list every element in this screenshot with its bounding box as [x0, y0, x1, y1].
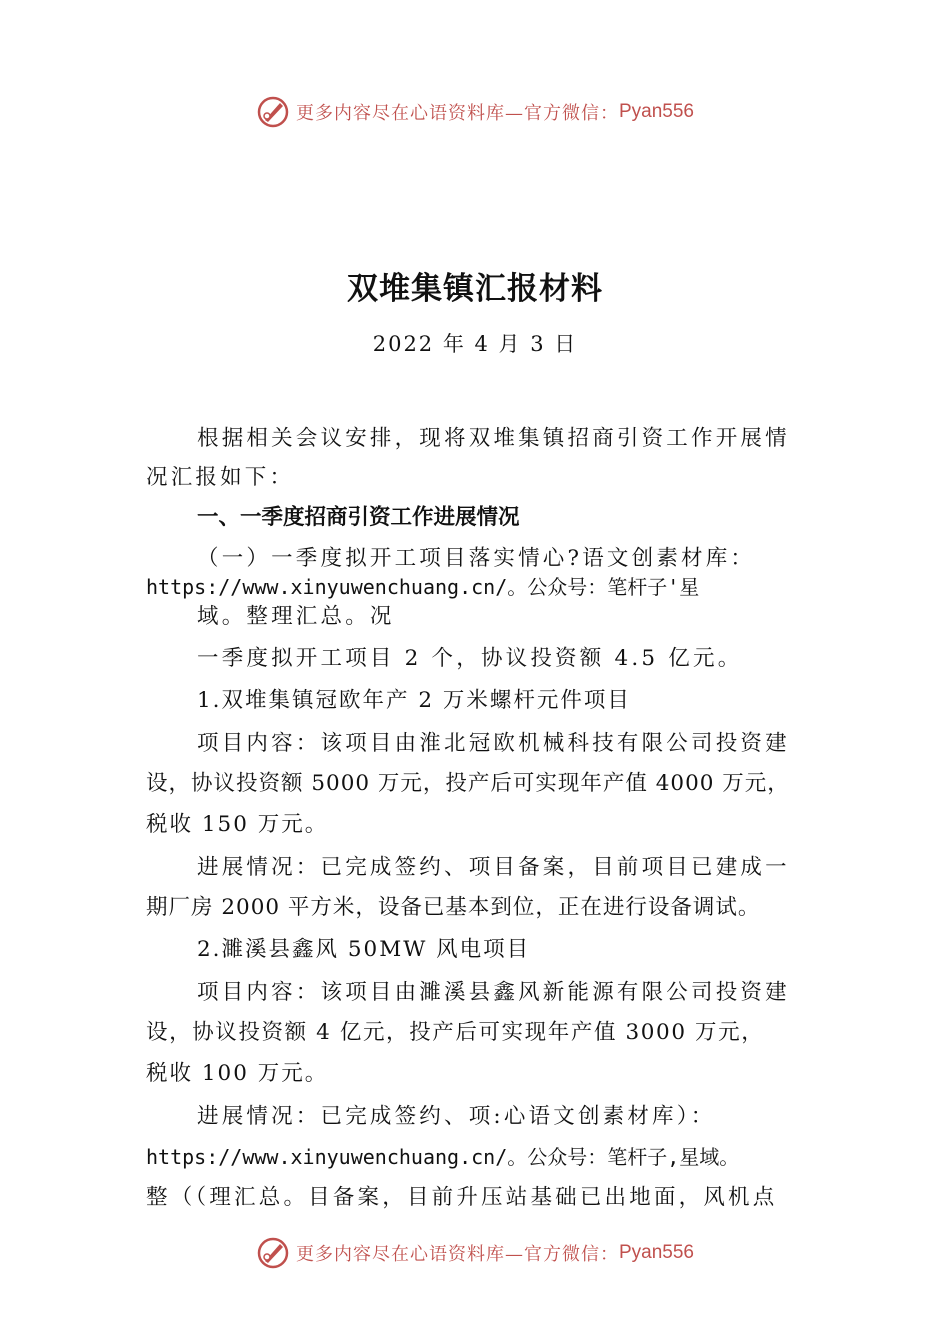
paragraph-line: 整（（理汇总。目备案，目前升压站基础已出地面，风机点 [146, 1185, 778, 1210]
document-title: 双堆集镇汇报材料 [347, 271, 603, 307]
header-watermark-banner [0, 95, 950, 129]
banner-text: 更多内容尽在心语资料库—官方微信： [295, 1244, 619, 1265]
paragraph-line: 设，协议投资额 4 亿元，投产后可实现年产值 3000 万元， [146, 1020, 765, 1045]
paragraph-line: https://www.xinyuwenchuang.cn/。公众号：笔杆子,星域。 [146, 1145, 740, 1169]
pen-seal-icon [256, 95, 290, 129]
paragraph-line: 况汇报如下： [146, 465, 295, 490]
document-date: 2022 年 4 月 3 日 [372, 332, 578, 356]
paragraph-line: 期厂房 2000 平方米，设备已基本到位，正在进行设备调试。 [146, 895, 761, 920]
paragraph-line: 根据相关会议安排，现将双堆集镇招商引资工作开展情 [197, 426, 790, 451]
subsection-heading: （一）一季度拟开工项目落实情心?语文创素材库： [197, 546, 756, 571]
paragraph-line: 域。整理汇总。况 [197, 604, 395, 629]
item-heading: 2.濉溪县鑫风 50MW 风电项目 [197, 937, 531, 962]
banner-wechat-id: Pyan556 [618, 101, 694, 122]
paragraph-line: 税收 100 万元。 [146, 1061, 329, 1086]
paragraph-line: 税收 150 万元。 [146, 812, 329, 837]
banner-text: 更多内容尽在心语资料库—官方微信： [295, 103, 619, 124]
footer-watermark-banner [0, 1236, 950, 1270]
paragraph-line: 项目内容：该项目由淮北冠欧机械科技有限公司投资建 [197, 731, 790, 756]
pen-seal-icon [256, 1236, 290, 1270]
paragraph-line: 一季度拟开工项目 2 个，协议投资额 4.5 亿元。 [197, 646, 743, 671]
paragraph-line: 进展情况：已完成签约、项:心语文创素材库）： [197, 1104, 716, 1129]
banner-wechat-id: Pyan556 [618, 1242, 694, 1263]
paragraph-line: 进展情况：已完成签约、项目备案，目前项目已建成一 [197, 855, 790, 880]
paragraph-line: https://www.xinyuwenchuang.cn/。公众号：笔杆子'星 [146, 575, 700, 599]
paragraph-line: 项目内容：该项目由濉溪县鑫风新能源有限公司投资建 [197, 980, 790, 1005]
section-heading: 一、一季度招商引资工作进展情况 [197, 505, 520, 530]
paragraph-line: 设，协议投资额 5000 万元，投产后可实现年产值 4000 万元， [146, 771, 790, 796]
item-heading: 1.双堆集镇冠欧年产 2 万米螺杆元件项目 [197, 688, 631, 713]
